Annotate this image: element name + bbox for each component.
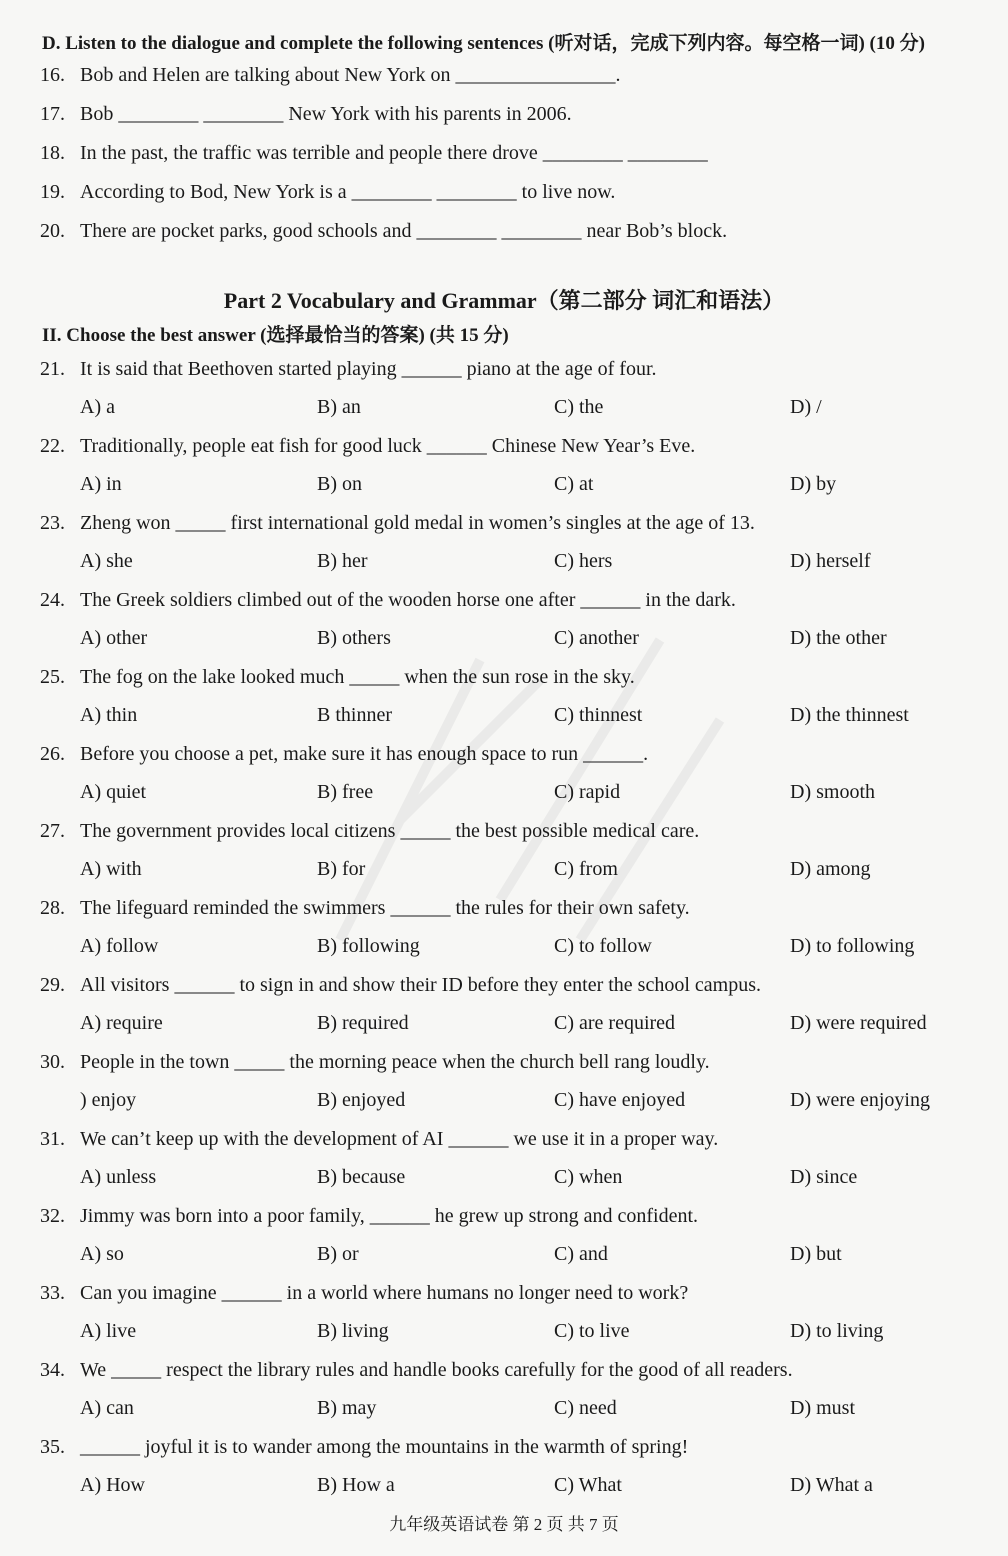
question-20	[40, 220, 727, 243]
option-a: A) quiet	[80, 781, 147, 803]
question-number: 31.	[40, 1128, 65, 1150]
question-stem: Traditionally, people eat fish for good luck ______ Chinese New Year’s Eve.	[80, 435, 696, 457]
options-25	[80, 704, 980, 732]
section-ii-title: II. Choose the best answer (选择最恰当的答案) (共 15 分)	[42, 325, 509, 346]
question-number: 35.	[40, 1436, 65, 1458]
question-text: According to Bod, New York is a ________ ________ to live now.	[80, 181, 616, 203]
option-c: C) need	[554, 1397, 617, 1419]
question-number: 20.	[40, 220, 65, 242]
question-text: Bob ________ ________ New York with his parents in 2006.	[80, 103, 572, 125]
option-c: C) to live	[554, 1320, 630, 1342]
option-a: A) can	[80, 1397, 134, 1419]
option-c: C) thinnest	[554, 704, 643, 726]
options-21	[80, 396, 980, 424]
option-c: C) What	[554, 1474, 622, 1496]
options-23	[80, 550, 980, 578]
options-28	[80, 935, 980, 963]
option-b: B) for	[317, 858, 366, 880]
option-b: B) free	[317, 781, 374, 803]
question-22	[40, 435, 695, 458]
option-a: A) a	[80, 396, 115, 418]
options-34	[80, 1397, 980, 1425]
question-31	[40, 1128, 718, 1151]
question-stem: We can’t keep up with the development of AI ______ we use it in a proper way.	[80, 1128, 719, 1150]
question-text: Bob and Helen are talking about New York on ________________.	[80, 64, 621, 86]
option-c: C) hers	[554, 550, 613, 572]
option-d: D) the other	[790, 627, 887, 649]
options-24	[80, 627, 980, 655]
question-number: 21.	[40, 358, 65, 380]
question-number: 28.	[40, 897, 65, 919]
question-number: 26.	[40, 743, 65, 765]
question-stem: People in the town _____ the morning peace when the church bell rang loudly.	[80, 1051, 710, 1073]
option-c: C) have enjoyed	[554, 1089, 686, 1111]
question-25	[40, 666, 635, 689]
option-d: D) to living	[790, 1320, 884, 1342]
question-32	[40, 1205, 698, 1228]
option-a: A) other	[80, 627, 148, 649]
option-a: A) live	[80, 1320, 137, 1342]
option-d: D) herself	[790, 550, 871, 572]
section-d-title: D. Listen to the dialogue and complete the following sentences (听对话，完成下列内容。每空格一词) (10 分)	[42, 33, 925, 54]
question-stem: The government provides local citizens _____ the best possible medical care.	[80, 820, 700, 842]
question-stem: Before you choose a pet, make sure it has enough space to run ______.	[80, 743, 649, 765]
option-a: A) thin	[80, 704, 138, 726]
question-number: 29.	[40, 974, 65, 996]
question-number: 23.	[40, 512, 65, 534]
question-28	[40, 897, 690, 920]
question-16	[40, 64, 621, 87]
question-35	[40, 1436, 688, 1459]
option-b: B) others	[317, 627, 391, 649]
option-c: C) from	[554, 858, 618, 880]
question-21	[40, 358, 657, 381]
part-2-title: Part 2 Vocabulary and Grammar（第二部分 词汇和语法）	[223, 288, 785, 313]
option-a: A) require	[80, 1012, 163, 1034]
options-29	[80, 1012, 980, 1040]
options-30	[80, 1089, 980, 1117]
option-a: A) she	[80, 550, 133, 572]
option-d: D) What a	[790, 1474, 873, 1496]
option-d: D) by	[790, 473, 837, 495]
question-number: 33.	[40, 1282, 65, 1304]
option-d: D) but	[790, 1243, 842, 1265]
question-number: 27.	[40, 820, 65, 842]
option-c: C) and	[554, 1243, 608, 1265]
question-stem: The Greek soldiers climbed out of the wooden horse one after ______ in the dark.	[80, 589, 736, 611]
options-31	[80, 1166, 980, 1194]
option-b: B) enjoyed	[317, 1089, 406, 1111]
question-24	[40, 589, 736, 612]
question-number: 25.	[40, 666, 65, 688]
option-d: D) smooth	[790, 781, 875, 803]
question-number: 18.	[40, 142, 65, 164]
question-stem: All visitors ______ to sign in and show their ID before they enter the school campus.	[80, 974, 761, 996]
question-stem: Can you imagine ______ in a world where humans no longer need to work?	[80, 1282, 689, 1304]
question-18	[40, 142, 708, 165]
option-d: D) /	[790, 396, 822, 418]
option-a: A) follow	[80, 935, 159, 957]
question-stem: Jimmy was born into a poor family, ______ he grew up strong and confident.	[80, 1205, 699, 1227]
option-d: D) must	[790, 1397, 855, 1419]
option-a: A) How	[80, 1474, 145, 1496]
option-d: D) were required	[790, 1012, 927, 1034]
option-d: D) the thinnest	[790, 704, 909, 726]
option-b: B) living	[317, 1320, 389, 1342]
question-27	[40, 820, 699, 843]
option-c: C) at	[554, 473, 594, 495]
option-b: B) How a	[317, 1474, 395, 1496]
question-number: 17.	[40, 103, 65, 125]
question-number: 16.	[40, 64, 65, 86]
option-d: D) to following	[790, 935, 915, 957]
options-33	[80, 1320, 980, 1348]
question-number: 22.	[40, 435, 65, 457]
option-c: C) another	[554, 627, 639, 649]
question-stem: Zheng won _____ first international gold medal in women’s singles at the age of 13.	[80, 512, 755, 534]
option-c: C) when	[554, 1166, 623, 1188]
question-number: 24.	[40, 589, 65, 611]
option-d: D) among	[790, 858, 871, 880]
question-29	[40, 974, 761, 997]
question-17	[40, 103, 572, 126]
option-d: D) since	[790, 1166, 858, 1188]
question-text: There are pocket parks, good schools and ________ ________ near Bob’s block.	[80, 220, 728, 242]
options-27	[80, 858, 980, 886]
option-a: A) unless	[80, 1166, 157, 1188]
option-c: C) rapid	[554, 781, 621, 803]
question-30	[40, 1051, 710, 1074]
option-c: C) are required	[554, 1012, 676, 1034]
option-b: B) on	[317, 473, 362, 495]
option-b: B) required	[317, 1012, 409, 1034]
question-number: 30.	[40, 1051, 65, 1073]
question-stem: It is said that Beethoven started playing ______ piano at the age of four.	[80, 358, 657, 380]
question-stem: The fog on the lake looked much _____ when the sun rose in the sky.	[80, 666, 635, 688]
option-b: B) or	[317, 1243, 359, 1265]
options-32	[80, 1243, 980, 1271]
question-text: In the past, the traffic was terrible and people there drove ________ ________	[80, 142, 708, 164]
option-c: C) the	[554, 396, 604, 418]
option-b: B) may	[317, 1397, 377, 1419]
question-number: 32.	[40, 1205, 65, 1227]
question-23	[40, 512, 755, 535]
question-stem: We _____ respect the library rules and handle books carefully for the good of all readers.	[80, 1359, 793, 1381]
question-stem: The lifeguard reminded the swimmers ______ the rules for their own safety.	[80, 897, 690, 919]
option-c: C) to follow	[554, 935, 652, 957]
option-b: B) her	[317, 550, 368, 572]
option-a: A) so	[80, 1243, 124, 1265]
question-stem: ______ joyful it is to wander among the mountains in the warmth of spring!	[80, 1436, 689, 1458]
question-number: 19.	[40, 181, 65, 203]
option-d: D) were enjoying	[790, 1089, 930, 1111]
option-a: A) with	[80, 858, 142, 880]
options-35	[80, 1474, 980, 1502]
question-number: 34.	[40, 1359, 65, 1381]
question-33	[40, 1282, 688, 1305]
question-34	[40, 1359, 793, 1382]
page-footer: 九年级英语试卷 第 2 页 共 7 页	[389, 1515, 619, 1534]
options-22	[80, 473, 980, 501]
option-b: B) following	[317, 935, 420, 957]
option-b: B thinner	[317, 704, 392, 726]
option-a: A) in	[80, 473, 122, 495]
options-26	[80, 781, 980, 809]
question-19	[40, 181, 615, 204]
option-a: ) enjoy	[80, 1089, 137, 1111]
option-b: B) because	[317, 1166, 406, 1188]
question-26	[40, 743, 648, 766]
option-b: B) an	[317, 396, 361, 418]
